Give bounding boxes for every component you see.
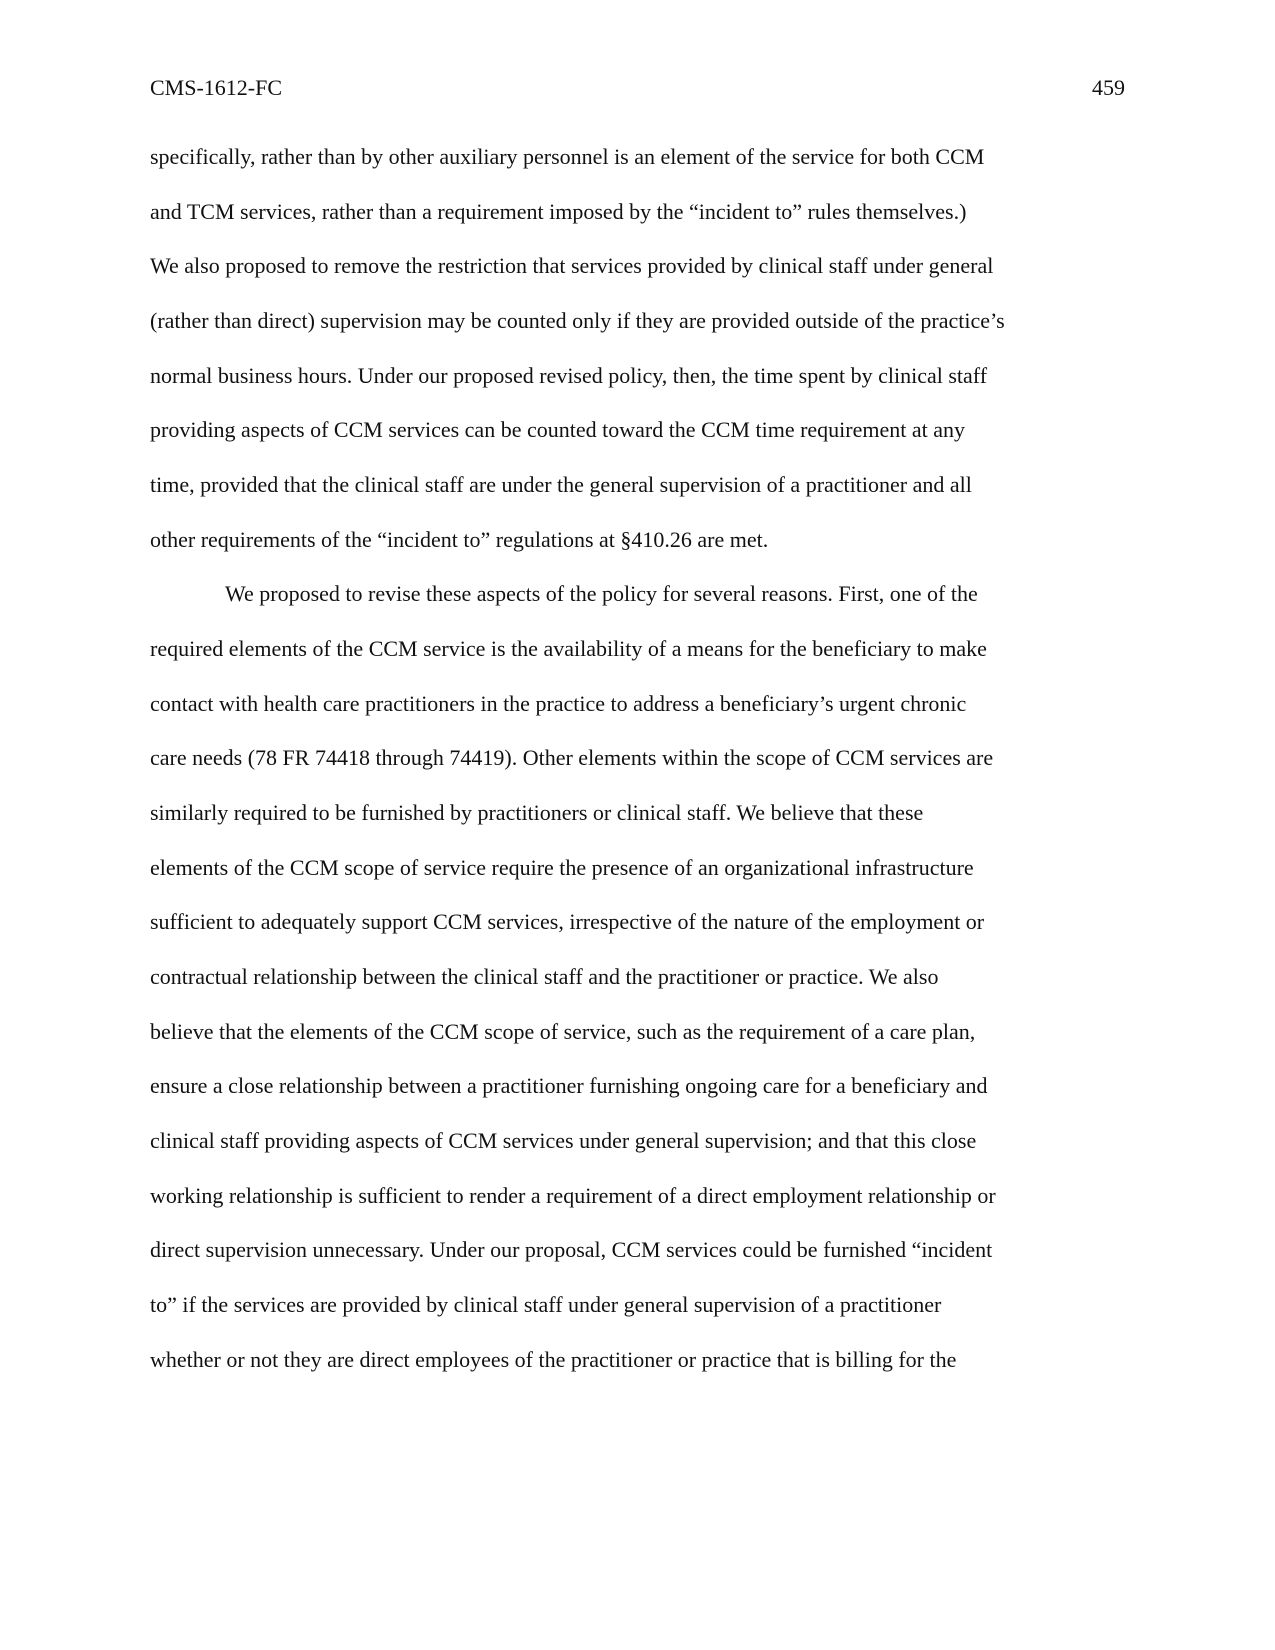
text-line: working relationship is sufficient to render a requirement of a direct employment relationship or [150, 1183, 996, 1208]
text-line: time, provided that the clinical staff are under the general supervision of a practitioner and all [150, 472, 972, 497]
paragraph-first-line: We proposed to revise these aspects of the policy for several reasons. First, one of the [225, 581, 978, 606]
text-line: (rather than direct) supervision may be counted only if they are provided outside of the practice’s [150, 308, 1005, 333]
text-line: normal business hours. Under our proposed revised policy, then, the time spent by clinical staff [150, 363, 988, 388]
text-line: sufficient to adequately support CCM services, irrespective of the nature of the employment or [150, 909, 985, 934]
text-line: believe that the elements of the CCM scope of service, such as the requirement of a care plan, [150, 1019, 976, 1044]
text-line: ensure a close relationship between a practitioner furnishing ongoing care for a beneficiary and [150, 1073, 988, 1098]
text-line: other requirements of the “incident to” regulations at §410.26 are met. [150, 527, 769, 552]
document-id: CMS-1612-FC [150, 75, 283, 100]
text-line: whether or not they are direct employees of the practitioner or practice that is billing for the [150, 1347, 957, 1372]
text-line: direct supervision unnecessary. Under our proposal, CCM services could be furnished “incident [150, 1237, 993, 1262]
text-line: contact with health care practitioners in the practice to address a beneficiary’s urgent chronic [150, 691, 967, 716]
text-line: care needs (78 FR 74418 through 74419). Other elements within the scope of CCM services are [150, 745, 994, 770]
text-line: We also proposed to remove the restriction that services provided by clinical staff under general [150, 253, 994, 278]
text-line: required elements of the CCM service is the availability of a means for the beneficiary to make [150, 636, 987, 661]
text-line: providing aspects of CCM services can be counted toward the CCM time requirement at any [150, 417, 966, 442]
text-line: contractual relationship between the clinical staff and the practitioner or practice. We also [150, 964, 939, 989]
text-line: to” if the services are provided by clinical staff under general supervision of a practitioner [150, 1292, 942, 1317]
text-line: specifically, rather than by other auxiliary personnel is an element of the service for both CCM [150, 144, 985, 169]
text-line: similarly required to be furnished by practitioners or clinical staff. We believe that these [150, 800, 924, 825]
text-line: clinical staff providing aspects of CCM services under general supervision; and that this close [150, 1128, 977, 1153]
page-number: 459 [1092, 75, 1125, 100]
text-line: elements of the CCM scope of service require the presence of an organizational infrastructure [150, 855, 974, 880]
text-line: and TCM services, rather than a requirement imposed by the “incident to” rules themselves.) [150, 199, 967, 224]
